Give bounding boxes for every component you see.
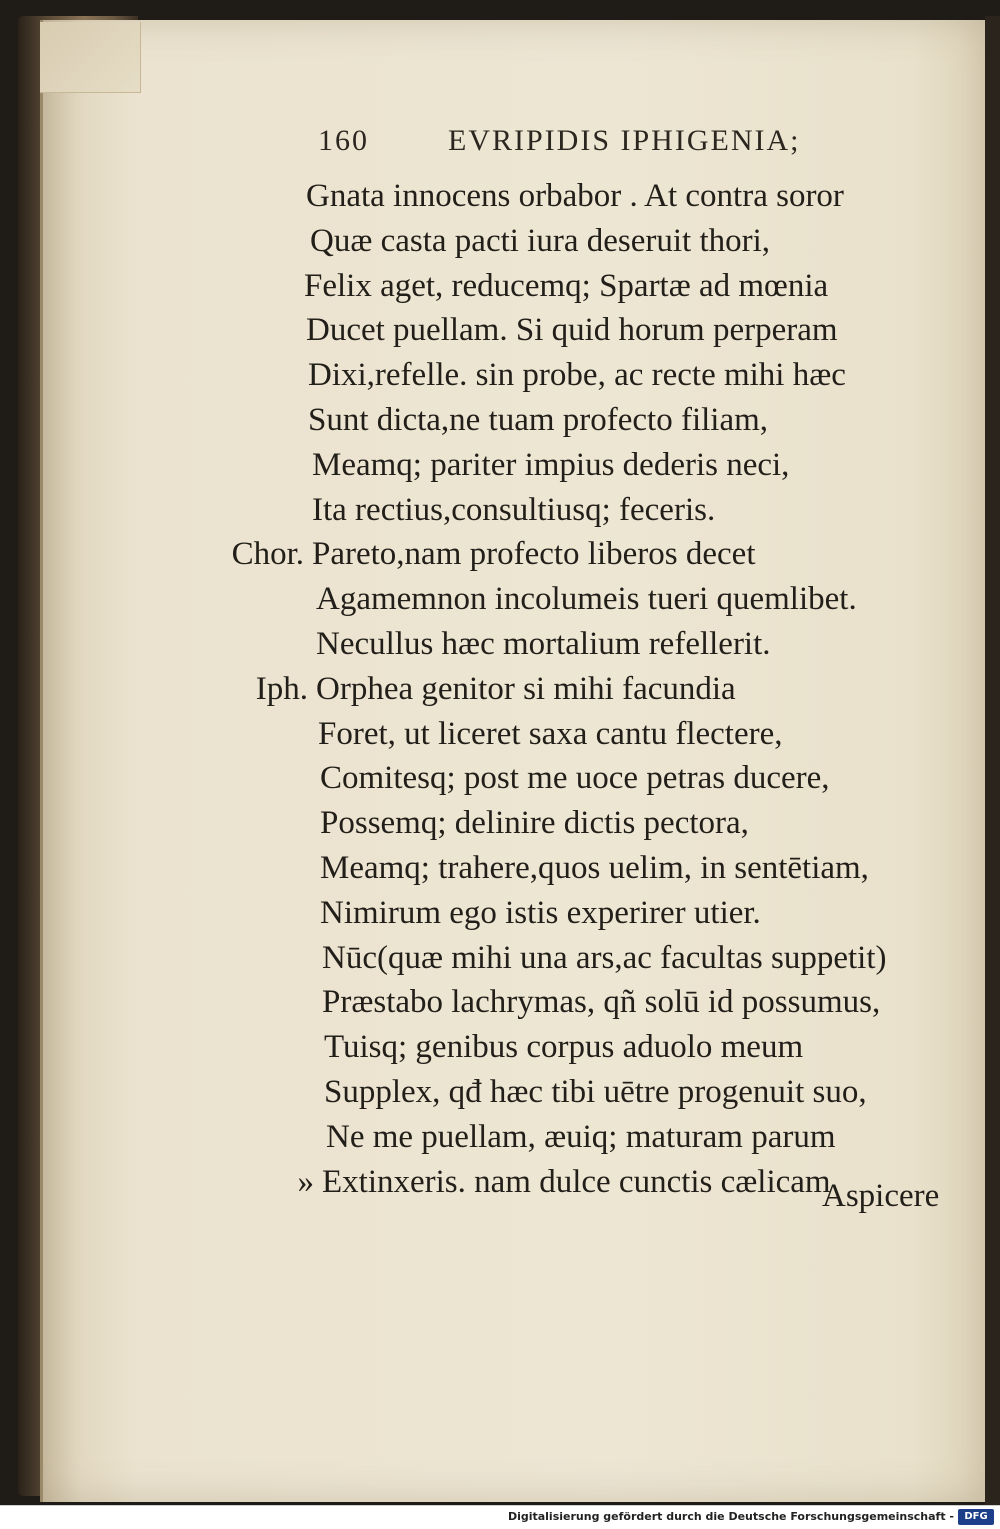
page-header [318, 124, 938, 164]
verse-line: Tuisq; genibus corpus aduolo meum [324, 1029, 804, 1066]
verse-line: Sunt dicta,ne tuam profecto filiam, [308, 402, 769, 438]
verse-line: Extinxeris. nam dulce cunctis cælicam [322, 1163, 831, 1200]
page-corner [40, 22, 141, 93]
verse-line: Supplex, qđ hæc tibi uētre progenuit suo, [324, 1074, 867, 1110]
verse-line: Felix aget, reducemq; Spartæ ad mœnia [304, 267, 829, 304]
verse-line: Meamq; trahere,quos uelim, in sentētiam, [320, 850, 869, 886]
page-number: 160 [318, 124, 369, 157]
quote-mark: » [297, 1163, 314, 1200]
speaker-label: Chor. [231, 536, 304, 573]
verse-line: Ducet puellam. Si quid horum perperam [306, 312, 838, 349]
footer-credit: Digitalisierung gefördert durch die Deutsche Forschungsgemeinschaft - [507, 1510, 954, 1523]
verse-line: Præstabo lachrymas, qñ solū id possumus, [322, 984, 881, 1021]
catchword: Aspicere [822, 1178, 940, 1214]
dfg-logo: DFG [958, 1509, 994, 1525]
verse-line: Meamq; pariter impius dederis neci, [312, 446, 790, 483]
digitization-footer [0, 1505, 1000, 1529]
verse-line: Nimirum ego istis experirer utier. [320, 894, 761, 931]
verse-line: Gnata innocens orbabor . At contra soror [306, 178, 844, 214]
verse-line: Dixi,refelle. sin probe, ac recte mihi hæc [308, 357, 846, 394]
verse-line: Comitesq; post me uoce petras ducere, [320, 760, 830, 797]
verse-line: Agamemnon incolumeis tueri quemlibet. [316, 581, 857, 618]
verse-line: Pareto,nam profecto liberos decet [312, 536, 756, 573]
verse-line: Quæ casta pacti iura deseruit thori, [310, 222, 771, 259]
verse-line: Ita rectius,consultiusq; feceris. [312, 491, 716, 528]
verse-line: Nūc(quæ mihi una ars,ac facultas suppetit) [322, 939, 887, 976]
speaker-label: Iph. [255, 670, 308, 707]
verse-line: Necullus hæc mortalium refellerit. [316, 626, 771, 662]
running-head: EVRIPIDIS IPHIGENIA; [448, 124, 801, 157]
verse-line: Possemq; delinire dictis pectora, [320, 805, 749, 842]
verse-line: Foret, ut liceret saxa cantu flectere, [318, 715, 783, 752]
page-edge [985, 16, 1000, 1505]
verse-line: Ne me puellam, æuiq; maturam parum [326, 1118, 836, 1155]
verse-line: Orphea genitor si mihi facundia [316, 670, 736, 707]
